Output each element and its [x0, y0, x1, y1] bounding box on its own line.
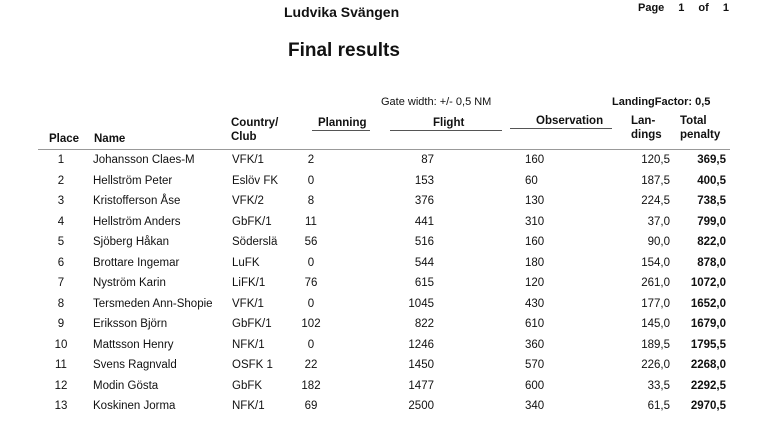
planning-rule	[312, 130, 370, 131]
landings-cell: 177,0	[641, 297, 670, 310]
observation-cell: 160	[525, 236, 545, 248]
header-landings-line1: Lan-	[631, 115, 656, 127]
flight-cell: 376	[414, 195, 434, 207]
planning-cell: 0	[307, 256, 315, 269]
header-observation: Observation	[536, 115, 604, 127]
planning-cell: 0	[307, 297, 315, 310]
flight-cell: 1045	[408, 297, 434, 310]
header-name: Name	[94, 133, 126, 145]
landings-cell: 145,0	[641, 318, 670, 330]
name-cell: Svens Ragnvald	[93, 359, 177, 371]
club-cell: VFK/1	[232, 154, 264, 166]
place-cell: 5	[57, 236, 65, 248]
landings-cell: 261,0	[641, 277, 670, 289]
total-penalty-cell: 799,0	[697, 215, 726, 228]
place-cell: 12	[54, 379, 68, 392]
name-cell: Hellström Peter	[93, 174, 173, 187]
header-planning: Planning	[318, 117, 367, 129]
header-total-line2: penalty	[680, 129, 721, 141]
landings-cell: 187,5	[641, 174, 670, 187]
planning-cell: 76	[304, 277, 318, 289]
flight-cell: 822	[414, 318, 434, 330]
table-row	[0, 294, 768, 315]
name-cell: Sjöberg Håkan	[93, 236, 170, 248]
club-cell: VFK/2	[232, 195, 264, 207]
club-cell: NFK/1	[232, 400, 265, 412]
landing-factor: LandingFactor: 0,5	[612, 96, 711, 108]
name-cell: Mattsson Henry	[93, 338, 174, 351]
club-cell: LiFK/1	[232, 277, 266, 289]
table-row	[0, 150, 768, 171]
landings-cell: 154,0	[641, 256, 670, 269]
table-row	[0, 376, 768, 397]
table-row	[0, 355, 768, 376]
landings-cell: 120,5	[641, 154, 670, 166]
header-total-line1: Total	[680, 115, 707, 127]
table-row	[0, 191, 768, 212]
planning-cell: 69	[304, 400, 318, 412]
flight-cell: 516	[414, 236, 434, 248]
planning-cell: 22	[304, 359, 318, 371]
observation-cell: 570	[525, 359, 545, 371]
header-landings-line2: dings	[631, 129, 662, 141]
flight-cell: 615	[414, 277, 434, 289]
total-penalty-cell: 878,0	[697, 256, 726, 269]
observation-cell: 430	[525, 297, 545, 310]
planning-cell: 0	[307, 338, 315, 351]
table-row	[0, 396, 768, 417]
place-cell: 7	[57, 277, 65, 289]
planning-cell: 11	[305, 215, 317, 228]
total-penalty-cell: 1679,0	[690, 318, 726, 330]
page-total: 1	[722, 2, 729, 14]
total-penalty-cell: 369,5	[697, 154, 726, 166]
name-cell: Kristofferson Åse	[93, 195, 181, 207]
table-row	[0, 314, 768, 335]
total-penalty-cell: 1072,0	[690, 277, 726, 289]
planning-cell: 102	[301, 318, 321, 330]
header-total	[680, 114, 720, 142]
club-cell: Söderslä	[232, 236, 278, 248]
club-cell: Eslöv FK	[232, 174, 279, 187]
page-indicator	[638, 2, 729, 14]
total-penalty-cell: 400,5	[697, 174, 726, 187]
name-cell: Johansson Claes-M	[93, 154, 195, 166]
name-cell: Hellström Anders	[93, 215, 181, 228]
total-penalty-cell: 1652,0	[690, 297, 726, 310]
place-cell: 9	[57, 318, 65, 330]
club-cell: GbFK	[232, 379, 263, 392]
landings-cell: 189,5	[641, 338, 670, 351]
landings-cell: 61,5	[647, 400, 670, 412]
header-flight: Flight	[433, 117, 465, 129]
club-cell: GbFK/1	[232, 215, 272, 228]
table-row	[0, 335, 768, 356]
club-cell: OSFK 1	[232, 359, 273, 371]
gate-width: Gate width: +/- 0,5 NM	[381, 96, 492, 108]
name-cell: Koskinen Jorma	[93, 400, 176, 412]
results-title: Final results	[288, 40, 400, 61]
observation-cell: 180	[525, 256, 545, 269]
of-label: of	[698, 2, 709, 14]
header-club-line1: Country/	[231, 117, 279, 129]
planning-cell: 2	[307, 154, 315, 166]
table-row	[0, 212, 768, 233]
total-penalty-cell: 2970,5	[690, 400, 726, 412]
total-penalty-cell: 1795,5	[690, 338, 726, 351]
planning-cell: 0	[307, 174, 315, 187]
total-penalty-cell: 822,0	[697, 236, 726, 248]
observation-rule	[510, 128, 612, 129]
page-number: 1	[678, 2, 685, 14]
total-penalty-cell: 2268,0	[690, 359, 726, 371]
landings-cell: 224,5	[641, 195, 670, 207]
place-cell: 8	[57, 297, 65, 310]
place-cell: 4	[57, 215, 65, 228]
planning-cell: 56	[304, 236, 318, 248]
place-cell: 1	[57, 154, 65, 166]
planning-cell: 182	[301, 379, 321, 392]
name-cell: Modin Gösta	[93, 379, 159, 392]
flight-cell: 1477	[408, 379, 434, 392]
flight-cell: 1450	[408, 359, 434, 371]
table-row	[0, 232, 768, 253]
flight-cell: 2500	[408, 400, 434, 412]
page-label: Page	[638, 2, 665, 14]
landings-cell: 90,0	[647, 236, 670, 248]
observation-cell: 360	[525, 338, 545, 351]
observation-cell: 60	[525, 174, 538, 187]
observation-cell: 600	[525, 379, 545, 392]
place-cell: 2	[57, 174, 65, 187]
flight-rule	[390, 130, 502, 131]
name-cell: Nyström Karin	[93, 277, 166, 289]
name-cell: Eriksson Björn	[93, 318, 168, 330]
header-club-line2: Club	[231, 131, 257, 143]
flight-cell: 87	[421, 154, 434, 166]
total-penalty-cell: 2292,5	[690, 379, 726, 392]
flight-cell: 544	[414, 256, 434, 269]
header-place: Place	[49, 133, 80, 145]
flight-cell: 441	[414, 215, 434, 228]
table-row	[0, 171, 768, 192]
landings-cell: 37,0	[647, 215, 670, 228]
table-row	[0, 253, 768, 274]
planning-cell: 8	[307, 195, 315, 207]
place-cell: 10	[54, 338, 68, 351]
flight-cell: 1246	[408, 338, 434, 351]
club-cell: GbFK/1	[232, 318, 272, 330]
table-row	[0, 273, 768, 294]
header-landings	[631, 114, 662, 142]
club-cell: VFK/1	[232, 297, 264, 310]
observation-cell: 610	[525, 318, 545, 330]
club-cell: LuFK	[232, 256, 260, 269]
place-cell: 13	[54, 400, 68, 412]
observation-cell: 160	[525, 154, 545, 166]
observation-cell: 310	[525, 215, 545, 228]
observation-cell: 340	[525, 400, 545, 412]
header-club	[231, 116, 278, 144]
event-title: Ludvika Svängen	[284, 4, 400, 20]
flight-cell: 153	[414, 174, 434, 187]
observation-cell: 130	[525, 195, 545, 207]
name-cell: Brottare Ingemar	[93, 256, 180, 269]
name-cell: Tersmeden Ann-Shopie	[93, 297, 213, 310]
landings-cell: 226,0	[641, 359, 670, 371]
place-cell: 6	[57, 256, 65, 269]
place-cell: 3	[57, 195, 65, 207]
observation-cell: 120	[525, 277, 545, 289]
landings-cell: 33,5	[647, 379, 670, 392]
results-table-body	[0, 150, 768, 417]
club-cell: NFK/1	[232, 338, 265, 351]
place-cell: 11	[55, 359, 67, 371]
total-penalty-cell: 738,5	[697, 195, 726, 207]
